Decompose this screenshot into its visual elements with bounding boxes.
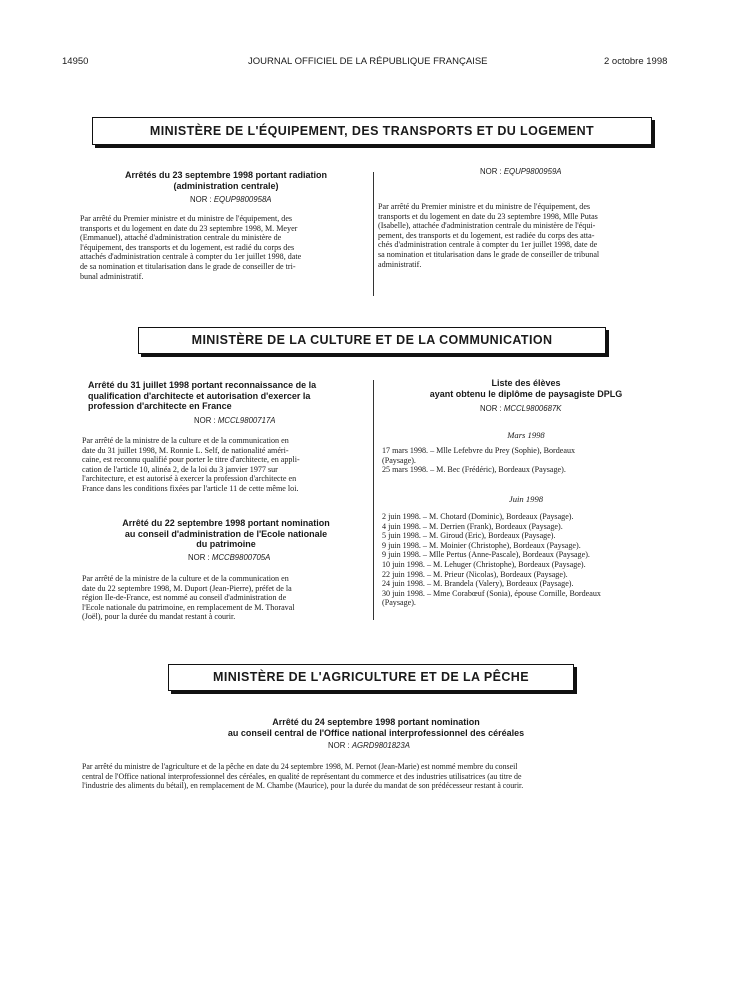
nor-label: NOR : — [480, 404, 504, 413]
nor-code: MCCL9800717A — [217, 416, 276, 425]
nor-label: NOR : — [190, 195, 214, 204]
nor-reference — [190, 195, 271, 204]
decree-text-putas: Par arrêté du Premier ministre et du ministre de l'équipement, des transports et du logement en date du 23 septembre 1998, Mlle Putas (Isabelle), attachée d'administration centrale du ministère de l'équi- pement, des transports et du logement, est radiée du corps des atta- chés d'administration centrale à compter du 1er juillet 1998, date de sa nomination et titularisation dans le grade de conseiller de tribunal administratif. — [378, 202, 600, 269]
nor-reference — [480, 167, 561, 176]
nor-label: NOR : — [194, 416, 218, 425]
decree-title-patrimoine: Arrêté du 22 septembre 1998 portant nomination au conseil d'administration de l'Ecole nationale du patrimoine — [122, 518, 330, 549]
nor-reference — [188, 553, 270, 562]
ministry-banner-equipement: MINISTÈRE DE L'ÉQUIPEMENT, DES TRANSPORTS ET DU LOGEMENT — [92, 117, 652, 145]
list-title-paysagiste: Liste des élèves ayant obtenu le diplôme de paysagiste DPLG — [429, 378, 623, 399]
decree-title-radiation: Arrêtés du 23 septembre 1998 portant radiation (administration centrale) — [124, 170, 328, 191]
nor-code: EQUP9800958A — [213, 195, 272, 204]
journal-title: JOURNAL OFFICIEL DE LA RÉPUBLIQUE FRANÇAISE — [248, 56, 488, 67]
nor-label: NOR : — [328, 741, 352, 750]
month-heading-juin: Juin 1998 — [508, 494, 544, 504]
issue-date: 2 octobre 1998 — [604, 56, 668, 67]
ministry-banner-culture: MINISTÈRE DE LA CULTURE ET DE LA COMMUNICATION — [138, 327, 606, 354]
nor-label: NOR : — [188, 553, 212, 562]
nor-reference — [194, 416, 275, 425]
month-heading-mars: Mars 1998 — [507, 430, 545, 440]
nor-code: EQUP9800959A — [503, 167, 562, 176]
nor-label: NOR : — [480, 167, 504, 176]
nor-reference — [480, 404, 561, 413]
decree-text-self: Par arrêté de la ministre de la culture et de la communication en date du 31 juillet 1998, M. Ronnie L. Self, de nationalité améri- caine, est reconnu qualifié pour porter le titre d'architecte, en appli- cation de l'article 10, alinéa 2, de la loi du 3 janvier 1977 sur l'architecture, et est autorisé à exercer la profession d'architecte en France dans les conditions fixées par l'article 11 de cette même loi. — [82, 436, 300, 493]
nor-code: AGRD9801823A — [351, 741, 410, 750]
decree-text-pernot: Par arrêté du ministre de l'agriculture et de la pêche en date du 24 septembre 1998, M. Pernot (Jean-Marie) est nommé membre du conseil central de l'Office national interprofessionnel des céréales, en qualité de représentant du commerce et des industries utilisatrices (au titre de l'industrie des aliments du bétail), en remplacement de M. Chambe (Maurice), pour la durée du mandat de son prédécesseur restant à courir. — [82, 762, 524, 791]
ministry-banner-agriculture: MINISTÈRE DE L'AGRICULTURE ET DE LA PÊCHE — [168, 664, 574, 691]
column-divider — [373, 380, 374, 620]
decree-title-architecte: Arrêté du 31 juillet 1998 portant reconnaissance de la qualification d'architecte et autorisation d'exercer la profession d'architecte en France — [88, 380, 317, 411]
nor-code: MCCB9800705A — [211, 553, 271, 562]
column-divider — [373, 172, 374, 296]
nor-code: MCCL9800687K — [503, 404, 562, 413]
decree-text-duport: Par arrêté de la ministre de la culture et de la communication en date du 22 septembre 1998, M. Duport (Jean-Pierre), préfet de la région Ile-de-France, est nommé au conseil d'administration de l'Ecole nationale du patrimoine, en remplacement de M. Thoraval (Joël), pour la durée du mandat restant à courir. — [82, 574, 295, 622]
decree-text-meyer: Par arrêté du Premier ministre et du ministre de l'équipement, des transports et du logement en date du 23 septembre 1998, M. Meyer (Emmanuel), attaché d'administration centrale du ministère de l'équipement, des transports et du logement, est radié du corps des attachés d'administration centrale à compter du 1er juillet 1998, date de sa nomination et titularisation dans le grade de conseiller de tri- bunal administratif. — [80, 214, 302, 281]
graduates-list-juin: 2 juin 1998. – M. Chotard (Dominic), Bordeaux (Paysage). 4 juin 1998. – M. Derrien (Frank), Bordeaux (Paysage). 5 juin 1998. – M. Giroud (Eric), Bordeaux (Paysage). 9 juin 1998. – M. Moinier (Christophe), Bordeaux (Paysage). 9 juin 1998. – Mlle Pertus (Anne-Pascale), Bordeaux (Paysage). 10 juin 1998. – M. Lehuger (Christophe), Bordeaux (Paysage). 22 juin 1998. – M. Prieur (Nicolas), Bordeaux (Paysage). 24 juin 1998. – M. Brandela (Valery), Bordeaux (Paysage). 30 juin 1998. – Mme Corabœuf (Sonia), épouse Cornille, Bordeaux (Paysage). — [382, 512, 601, 608]
nor-reference — [328, 741, 410, 750]
graduates-list-mars: 17 mars 1998. – Mlle Lefebvre du Prey (Sophie), Bordeaux (Paysage). 25 mars 1998. – M. Bec (Frédéric), Bordeaux (Paysage). — [382, 446, 576, 475]
decree-title-cereales: Arrêté du 24 septembre 1998 portant nomination au conseil central de l'Office national interprofessionnel des céréales — [227, 717, 525, 738]
page-number: 14950 — [62, 56, 89, 67]
